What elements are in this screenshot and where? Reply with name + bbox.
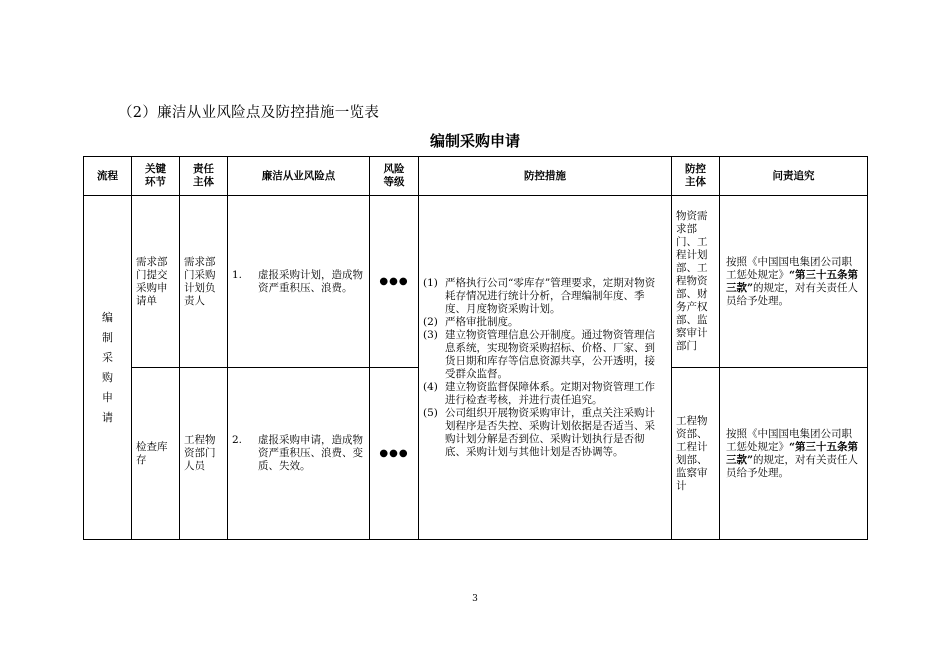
control-dept-cell: 物资需求部门、工程计划部、工程物资部、财务产权部、监察审计部门 [672, 196, 720, 368]
risk-point-cell [228, 196, 370, 368]
header-accountability: 问责追究 [720, 157, 868, 196]
acc-text-before: 按照《中国国电集团公司职工惩处规定》 [726, 255, 852, 281]
measure-number: (1) [423, 276, 438, 289]
measure-text: 严格执行公司“零库存”管理要求，定期对物资耗存情况进行统计分析，合理编制年度、季度、月度物资采购计划。 [445, 276, 656, 315]
measure-item [423, 381, 665, 407]
measure-number: (4) [423, 380, 438, 393]
header-responsible: 责任主体 [180, 157, 228, 196]
header-measures: 防控措施 [419, 157, 672, 196]
risk-text: 虚报采购计划，造成物资严重积压、浪费。 [258, 268, 363, 294]
measure-item [423, 316, 665, 329]
header-risk-level: 风险等级 [370, 157, 419, 196]
measure-text: 严格审批制度。 [445, 315, 519, 328]
measure-item [423, 329, 665, 381]
measure-item [423, 277, 665, 316]
measure-item [423, 407, 665, 459]
key-step-cell: 检查库存 [132, 368, 180, 540]
risk-text: 虚报采购申请，造成物资严重积压、浪费、变质、失效。 [258, 434, 363, 472]
risk-number: 2. [232, 434, 243, 446]
measure-number: (3) [423, 328, 438, 341]
risk-number: 1. [232, 268, 243, 281]
accountability-cell [720, 368, 868, 540]
accountability-cell [720, 196, 868, 368]
measure-text: 建立物资监督保障体系。定期对物资管理工作进行检查考核，并进行责任追究。 [445, 380, 655, 406]
measures-cell [419, 196, 672, 540]
risk-table [83, 156, 868, 540]
measure-number: (5) [423, 406, 438, 419]
process-cell: 编制采购申请 [84, 196, 132, 540]
header-risk-point: 廉洁从业风险点 [228, 157, 370, 196]
control-dept-cell: 工程物资部、工程计划部、监察审计 [672, 368, 720, 540]
risk-level-cell: ●●● [370, 368, 419, 540]
acc-text-after: 的规定，对有关责任人员给予处理。 [726, 453, 859, 479]
measure-text: 公司组织开展物资采购审计，重点关注采购计划程序是否失控、采购计划依据是否适当、采购计划分解是否到位、采购计划执行是否彻底、采购计划与其他计划是否协调等。 [445, 406, 655, 458]
risk-point-cell [228, 368, 370, 540]
page-number: 3 [472, 594, 478, 604]
header-control-dept: 防控主体 [672, 157, 720, 196]
acc-clause: “第三十五条第三款” [726, 268, 859, 294]
measure-number: (2) [423, 315, 438, 328]
measure-text: 建立物资管理信息公开制度。通过物资管理信息系统，实现物资采购招标、价格、厂家、到货日期和库存等信息资源共享，公开透明，接受群众监督。 [445, 328, 655, 380]
risk-level-cell: ●●● [370, 196, 419, 368]
table-title: 编制采购申请 [429, 132, 520, 150]
table-row [84, 196, 868, 368]
header-process: 流程 [84, 157, 132, 196]
responsible-cell: 需求部门采购计划负责人 [180, 196, 228, 368]
acc-clause: “第三十五条第三款” [726, 440, 859, 466]
acc-text-before: 按照《中国国电集团公司职工惩处规定》 [726, 427, 852, 453]
acc-text-after: 的规定，对有关责任人员给予处理。 [726, 281, 859, 307]
responsible-cell: 工程物资部门人员 [180, 368, 228, 540]
header-row [84, 157, 868, 196]
section-title: （2）廉洁从业风险点及防控措施一览表 [118, 105, 380, 121]
header-key-step: 关键环节 [132, 157, 180, 196]
measures-list [419, 277, 671, 459]
key-step-cell: 需求部门提交采购申请单 [132, 196, 180, 368]
